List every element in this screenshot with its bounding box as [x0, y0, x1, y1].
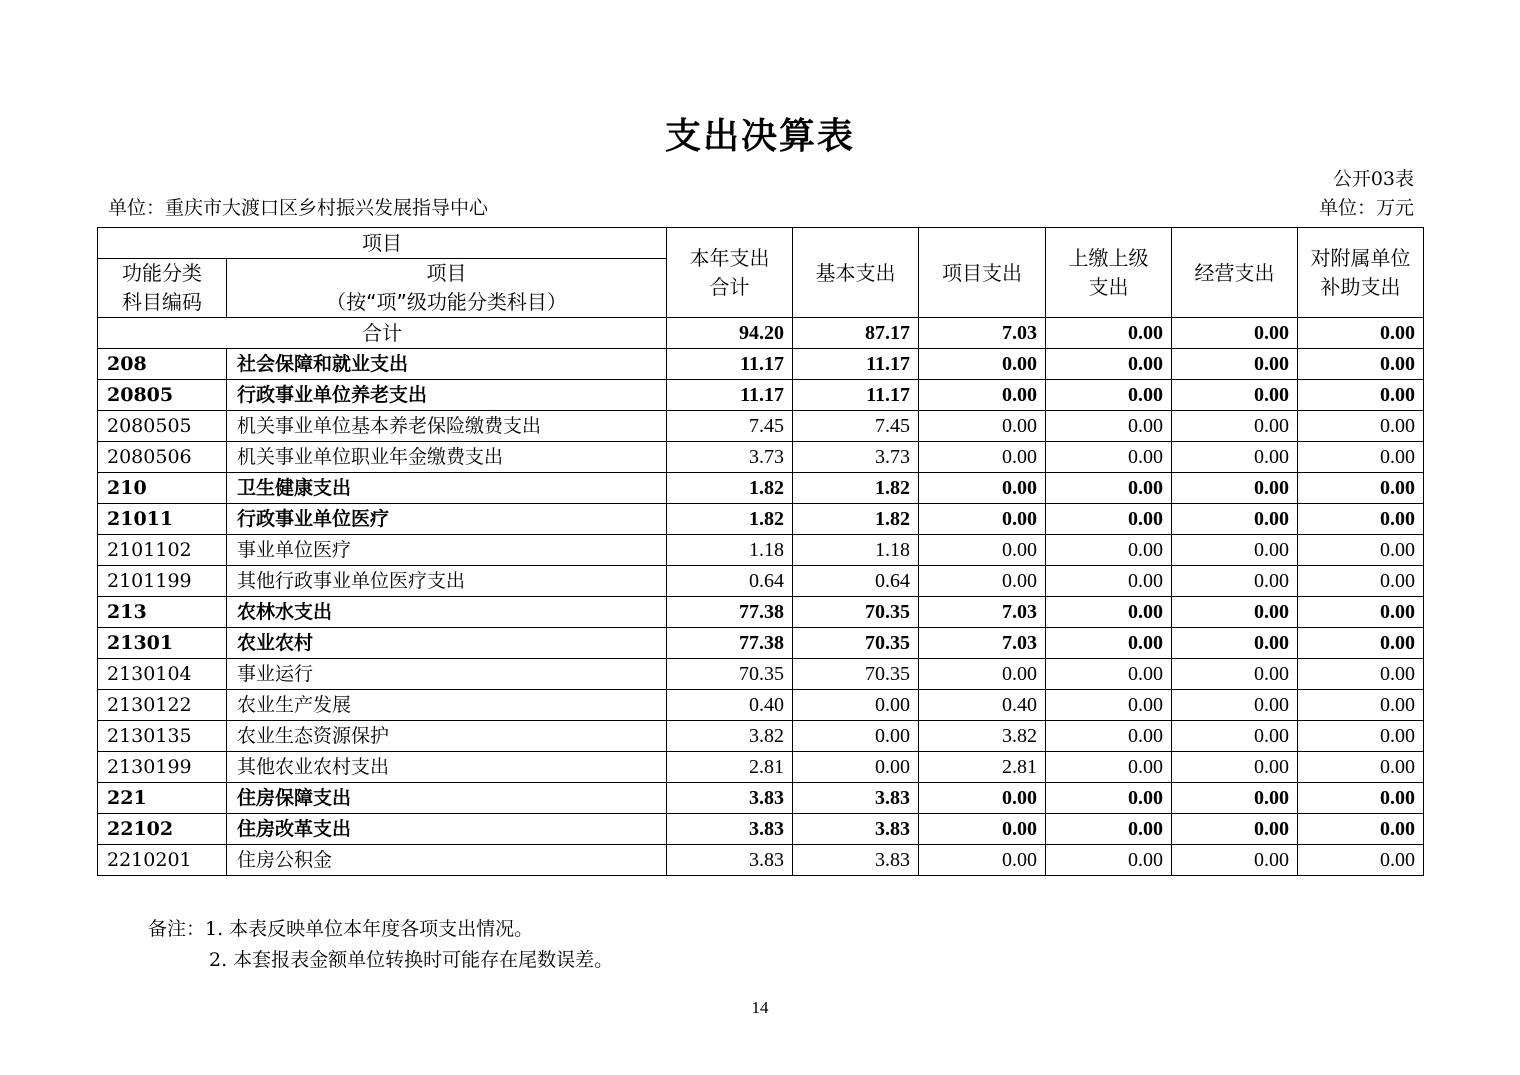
row-subsidy: 0.00: [1298, 566, 1424, 597]
row-code: 2101199: [98, 566, 227, 597]
row-business: 0.00: [1172, 566, 1298, 597]
row-total: 77.38: [667, 628, 793, 659]
row-subsidy: 0.00: [1298, 814, 1424, 845]
row-name: 机关事业单位职业年金缴费支出: [227, 442, 667, 473]
row-subsidy: 0.00: [1298, 380, 1424, 411]
row-total: 3.83: [667, 814, 793, 845]
row-total: 3.73: [667, 442, 793, 473]
row-code: 2130199: [98, 752, 227, 783]
row-basic: 3.83: [793, 845, 919, 876]
header-subsidy: 对附属单位 补助支出: [1298, 228, 1424, 318]
row-upper: 0.00: [1046, 628, 1172, 659]
row-subsidy: 0.00: [1298, 597, 1424, 628]
table-row: [98, 783, 1424, 814]
row-total: 77.38: [667, 597, 793, 628]
table-row: [98, 845, 1424, 876]
table-row: [98, 597, 1424, 628]
table-row: [98, 380, 1424, 411]
row-basic: 7.45: [793, 411, 919, 442]
table-row: [98, 473, 1424, 504]
row-subsidy: 0.00: [1298, 349, 1424, 380]
row-code: 21011: [98, 504, 227, 535]
row-business: 0.00: [1172, 380, 1298, 411]
row-basic: 11.17: [793, 380, 919, 411]
table-row: [98, 349, 1424, 380]
row-total: 70.35: [667, 659, 793, 690]
row-basic: 11.17: [793, 349, 919, 380]
row-basic: 0.00: [793, 752, 919, 783]
row-basic: 3.73: [793, 442, 919, 473]
total-upper: 0.00: [1046, 318, 1172, 349]
row-code: 2101102: [98, 535, 227, 566]
row-code: 2130135: [98, 721, 227, 752]
row-basic: 1.82: [793, 473, 919, 504]
row-total: 11.17: [667, 380, 793, 411]
row-project: 0.00: [919, 504, 1046, 535]
row-project: 0.00: [919, 380, 1046, 411]
row-upper: 0.00: [1046, 845, 1172, 876]
row-business: 0.00: [1172, 752, 1298, 783]
row-basic: 0.64: [793, 566, 919, 597]
row-basic: 70.35: [793, 597, 919, 628]
row-name: 行政事业单位医疗: [227, 504, 667, 535]
row-upper: 0.00: [1046, 721, 1172, 752]
row-total: 3.83: [667, 845, 793, 876]
row-name: 事业单位医疗: [227, 535, 667, 566]
total-total: 94.20: [667, 318, 793, 349]
row-name: 事业运行: [227, 659, 667, 690]
row-upper: 0.00: [1046, 690, 1172, 721]
row-project: 0.00: [919, 845, 1046, 876]
row-basic: 70.35: [793, 628, 919, 659]
row-total: 1.82: [667, 504, 793, 535]
row-name: 住房保障支出: [227, 783, 667, 814]
row-upper: 0.00: [1046, 783, 1172, 814]
row-basic: 3.83: [793, 814, 919, 845]
row-project: 0.00: [919, 659, 1046, 690]
total-business: 0.00: [1172, 318, 1298, 349]
row-upper: 0.00: [1046, 504, 1172, 535]
row-code: 22102: [98, 814, 227, 845]
row-business: 0.00: [1172, 628, 1298, 659]
header-upper: 上缴上级 支出: [1046, 228, 1172, 318]
row-project: 0.00: [919, 783, 1046, 814]
table-row: [98, 628, 1424, 659]
row-business: 0.00: [1172, 411, 1298, 442]
row-upper: 0.00: [1046, 752, 1172, 783]
row-total: 2.81: [667, 752, 793, 783]
row-basic: 0.00: [793, 690, 919, 721]
row-subsidy: 0.00: [1298, 845, 1424, 876]
reporting-unit: 单位：重庆市大渡口区乡村振兴发展指导中心: [108, 197, 489, 219]
row-project: 0.00: [919, 442, 1046, 473]
row-business: 0.00: [1172, 442, 1298, 473]
row-business: 0.00: [1172, 535, 1298, 566]
row-code: 2080506: [98, 442, 227, 473]
row-code: 2210201: [98, 845, 227, 876]
row-name: 住房公积金: [227, 845, 667, 876]
row-basic: 1.82: [793, 504, 919, 535]
page-number: 14: [751, 998, 769, 1017]
row-code: 2130104: [98, 659, 227, 690]
header-item-group: 项目: [98, 228, 667, 259]
row-business: 0.00: [1172, 721, 1298, 752]
table-row: [98, 690, 1424, 721]
row-project: 7.03: [919, 628, 1046, 659]
row-name: 住房改革支出: [227, 814, 667, 845]
row-code: 221: [98, 783, 227, 814]
row-total: 1.18: [667, 535, 793, 566]
row-name: 其他行政事业单位医疗支出: [227, 566, 667, 597]
row-total: 7.45: [667, 411, 793, 442]
row-upper: 0.00: [1046, 349, 1172, 380]
row-project: 0.40: [919, 690, 1046, 721]
table-row: [98, 504, 1424, 535]
row-business: 0.00: [1172, 597, 1298, 628]
total-basic: 87.17: [793, 318, 919, 349]
row-subsidy: 0.00: [1298, 659, 1424, 690]
row-code: 210: [98, 473, 227, 504]
row-name: 其他农业农村支出: [227, 752, 667, 783]
row-name: 农业生产发展: [227, 690, 667, 721]
row-subsidy: 0.00: [1298, 535, 1424, 566]
row-subsidy: 0.00: [1298, 628, 1424, 659]
row-subsidy: 0.00: [1298, 411, 1424, 442]
row-name: 农林水支出: [227, 597, 667, 628]
row-subsidy: 0.00: [1298, 721, 1424, 752]
row-code: 2130122: [98, 690, 227, 721]
row-name: 卫生健康支出: [227, 473, 667, 504]
note-line-2: 2. 本套报表金额单位转换时可能存在尾数误差。: [209, 949, 614, 971]
row-name: 农业农村: [227, 628, 667, 659]
row-upper: 0.00: [1046, 535, 1172, 566]
row-basic: 1.18: [793, 535, 919, 566]
row-upper: 0.00: [1046, 597, 1172, 628]
total-project: 7.03: [919, 318, 1046, 349]
row-project: 0.00: [919, 566, 1046, 597]
row-total: 0.40: [667, 690, 793, 721]
row-project: 0.00: [919, 814, 1046, 845]
table-row: [98, 721, 1424, 752]
table-row: [98, 659, 1424, 690]
row-business: 0.00: [1172, 349, 1298, 380]
row-total: 3.82: [667, 721, 793, 752]
row-project: 0.00: [919, 411, 1046, 442]
row-total: 1.82: [667, 473, 793, 504]
row-project: 2.81: [919, 752, 1046, 783]
row-name: 农业生态资源保护: [227, 721, 667, 752]
row-business: 0.00: [1172, 659, 1298, 690]
row-upper: 0.00: [1046, 659, 1172, 690]
table-row: [98, 535, 1424, 566]
table-row: [98, 752, 1424, 783]
row-upper: 0.00: [1046, 566, 1172, 597]
total-label: 合计: [98, 318, 667, 349]
row-business: 0.00: [1172, 814, 1298, 845]
form-number: 公开03表: [1332, 168, 1414, 190]
row-basic: 0.00: [793, 721, 919, 752]
row-subsidy: 0.00: [1298, 690, 1424, 721]
row-project: 0.00: [919, 349, 1046, 380]
row-upper: 0.00: [1046, 442, 1172, 473]
page-title: 支出决算表: [664, 116, 855, 157]
row-upper: 0.00: [1046, 411, 1172, 442]
total-subsidy: 0.00: [1298, 318, 1424, 349]
row-subsidy: 0.00: [1298, 442, 1424, 473]
row-project: 0.00: [919, 473, 1046, 504]
row-upper: 0.00: [1046, 473, 1172, 504]
row-total: 11.17: [667, 349, 793, 380]
header-basic: 基本支出: [793, 228, 919, 318]
row-business: 0.00: [1172, 845, 1298, 876]
table-row: [98, 566, 1424, 597]
row-subsidy: 0.00: [1298, 783, 1424, 814]
money-unit: 单位：万元: [1318, 197, 1414, 219]
table-row: [98, 411, 1424, 442]
header-code: 功能分类 科目编码: [98, 259, 227, 318]
row-project: 0.00: [919, 535, 1046, 566]
row-project: 7.03: [919, 597, 1046, 628]
row-code: 208: [98, 349, 227, 380]
row-subsidy: 0.00: [1298, 473, 1424, 504]
row-code: 21301: [98, 628, 227, 659]
expenditure-table: [97, 227, 1424, 876]
row-business: 0.00: [1172, 690, 1298, 721]
header-business: 经营支出: [1172, 228, 1298, 318]
row-business: 0.00: [1172, 504, 1298, 535]
row-name: 社会保障和就业支出: [227, 349, 667, 380]
table-row: [98, 442, 1424, 473]
total-row: [98, 318, 1424, 349]
row-business: 0.00: [1172, 473, 1298, 504]
table-row: [98, 814, 1424, 845]
row-upper: 0.00: [1046, 814, 1172, 845]
row-code: 213: [98, 597, 227, 628]
row-total: 0.64: [667, 566, 793, 597]
row-name: 行政事业单位养老支出: [227, 380, 667, 411]
note-line-1: 备注：1. 本表反映单位本年度各项支出情况。: [148, 918, 534, 940]
row-business: 0.00: [1172, 783, 1298, 814]
row-code: 2080505: [98, 411, 227, 442]
row-code: 20805: [98, 380, 227, 411]
row-subsidy: 0.00: [1298, 752, 1424, 783]
row-total: 3.83: [667, 783, 793, 814]
row-basic: 3.83: [793, 783, 919, 814]
header-project: 项目支出: [919, 228, 1046, 318]
row-name: 机关事业单位基本养老保险缴费支出: [227, 411, 667, 442]
row-subsidy: 0.00: [1298, 504, 1424, 535]
row-upper: 0.00: [1046, 380, 1172, 411]
row-project: 3.82: [919, 721, 1046, 752]
header-total: 本年支出 合计: [667, 228, 793, 318]
notes: [148, 914, 613, 976]
row-basic: 70.35: [793, 659, 919, 690]
header-name: 项目 （按“项”级功能分类科目）: [227, 259, 667, 318]
